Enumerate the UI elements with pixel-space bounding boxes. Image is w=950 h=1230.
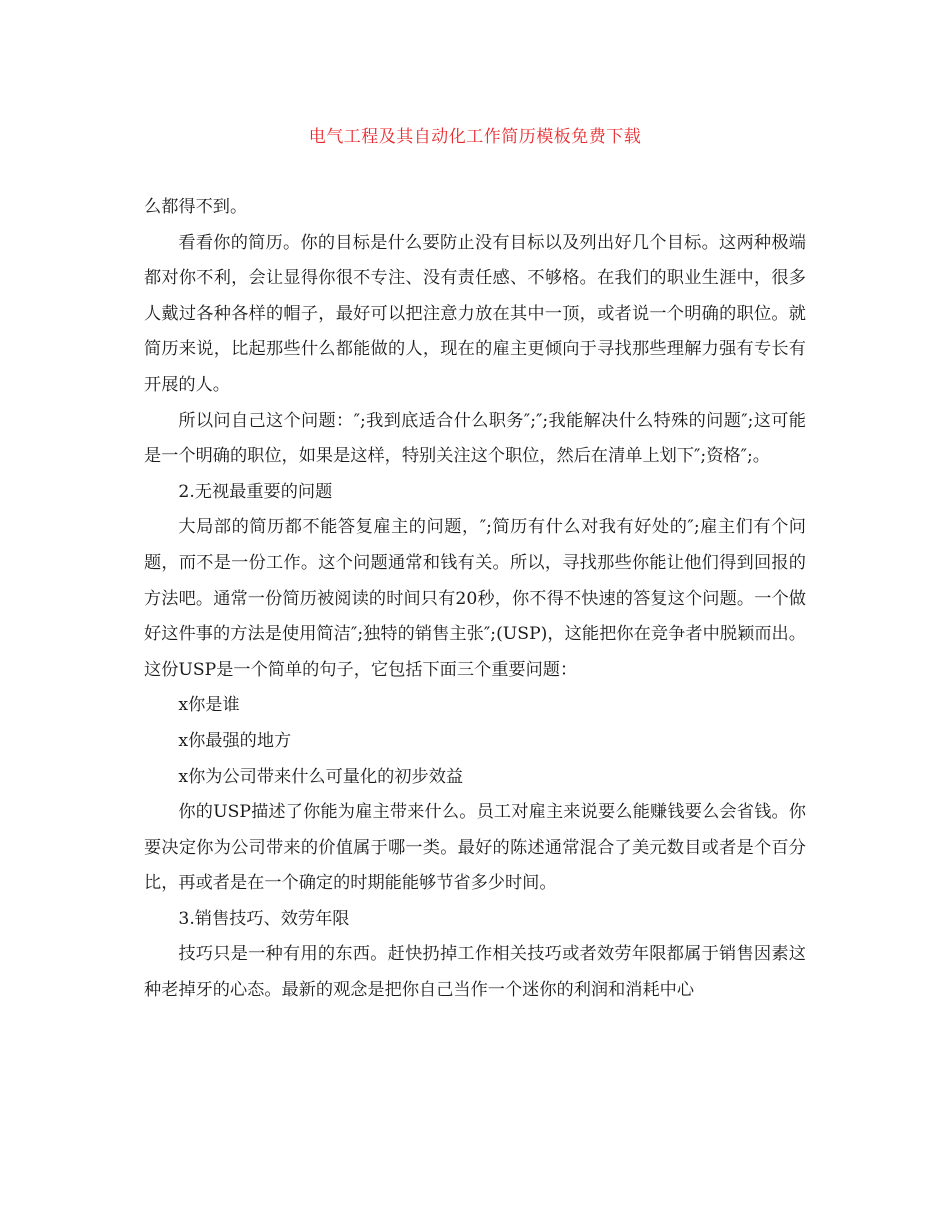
list-item: x你最强的地方: [178, 730, 292, 751]
paragraph: 技巧只是一种有用的东西。赶快扔掉工作相关技巧或者效劳年限都属于销售因素这种老掉牙的心态。最新的观念是把你自己当作一个迷你的利润和消耗中心: [144, 944, 806, 1001]
document-body: [144, 190, 806, 1009]
section-heading: 3.销售技巧、效劳年限: [178, 908, 350, 929]
document-title: 电气工程及其自动化工作简历模板免费下载: [308, 127, 642, 147]
paragraph: 你的USP描述了你能为雇主带来什么。员工对雇主来说要么能赚钱要么会省钱。你要决定你为公司带来的价值属于哪一类。最好的陈述通常混合了美元数目或者是个百分比，再或者是在一个确定的时期能能够节省多少时间。: [144, 802, 806, 894]
section-heading: 2.无视最重要的问题: [178, 481, 333, 502]
paragraph: 所以问自己这个问题：″;我到底适合什么职务″;″;我能解决什么特殊的问题″;这可能是一个明确的职位，如果是这样，特别关注这个职位，然后在清单上划下″;资格″;。: [144, 410, 806, 467]
list-item: x你为公司带来什么可量化的初步效益: [178, 766, 464, 787]
paragraph: 看看你的简历。你的目标是什么要防止没有目标以及列出好几个目标。这两种极端都对你不利，会让显得你很不专注、没有责任感、不够格。在我们的职业生涯中，很多人戴过各种各样的帽子，最好可以把注意力放在其中一顶，或者说一个明确的职位。就简历来说，比起那些什么都能做的人，现在的雇主更倾向于寻找那些理解力强有专长有开展的人。: [144, 232, 806, 395]
paragraph: 么都得不到。: [144, 197, 248, 217]
paragraph: 大局部的简历都不能答复雇主的问题，″;简历有什么对我有好处的″;雇主们有个问题，而不是一份工作。这个问题通常和钱有关。所以，寻找那些你能让他们得到回报的方法吧。通常一份简历被阅读的时间只有20秒，你不得不快速的答复这个问题。一个做好这件事的方法是使用简洁″;独特的销售主张″;(USP)，这能把你在竞争者中脱颖而出。这份USP是一个简单的句子，它包括下面三个重要问题：: [144, 517, 806, 680]
list-item: x你是谁: [178, 695, 240, 716]
